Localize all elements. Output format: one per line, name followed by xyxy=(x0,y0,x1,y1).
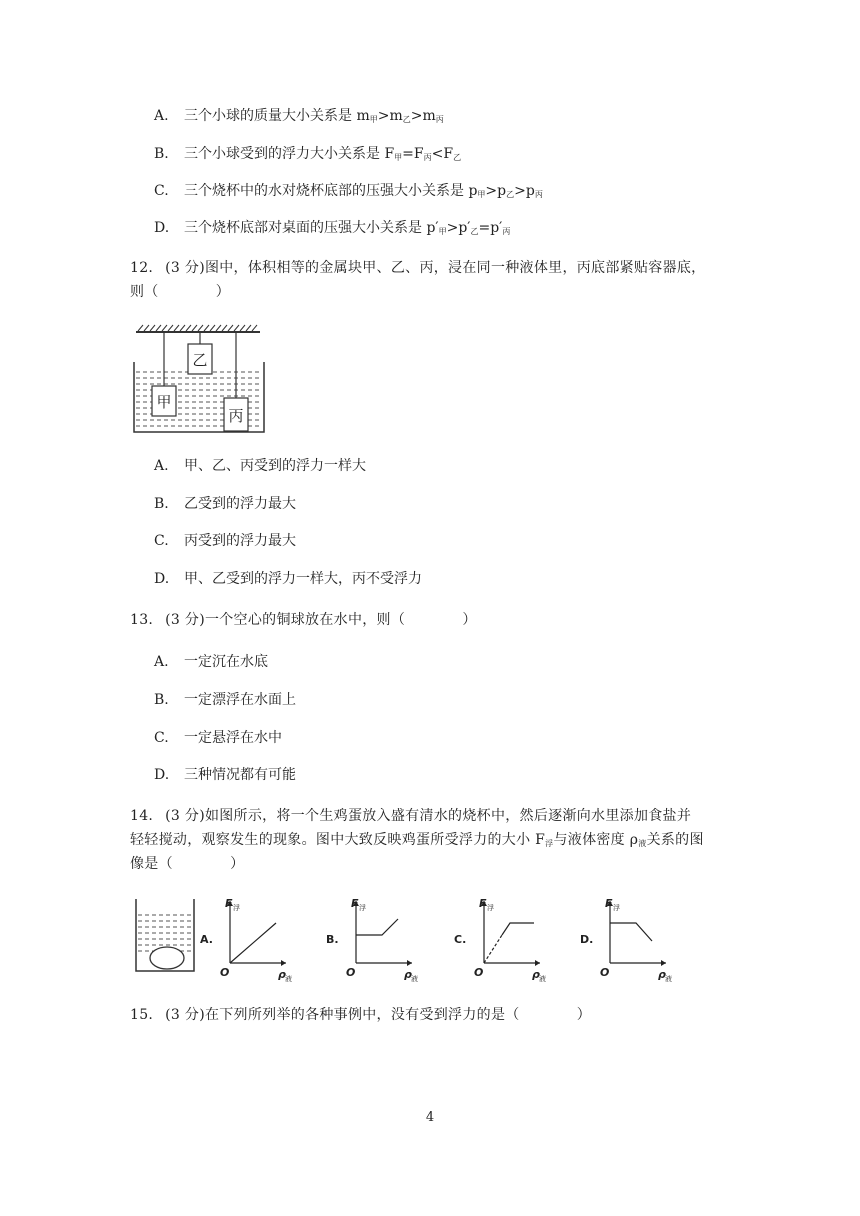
q14-stem-line3: 像是（ ） xyxy=(130,856,245,872)
y-axis-label: F xyxy=(605,897,613,910)
water-lines xyxy=(138,915,192,951)
q11-option-d-text: 三个烧杯底部对桌面的压强大小关系是 $p'_甲>p'_乙=p'_丙$ xyxy=(184,220,511,236)
y-axis-label: F xyxy=(479,897,487,910)
y-axis-sub: 浮 xyxy=(487,904,494,912)
x-axis-arrow xyxy=(535,960,540,966)
q12-option-c: C. 丙受到的浮力最大 xyxy=(154,533,296,549)
curve xyxy=(502,923,534,935)
curve xyxy=(230,923,276,963)
origin-label: O xyxy=(220,966,230,979)
x-axis-sub: 液 xyxy=(285,975,292,983)
curve xyxy=(610,923,652,941)
q12-option-d: D. 甲、乙受到的浮力一样大，丙不受浮力 xyxy=(154,571,422,587)
label-jia: 甲 xyxy=(156,393,172,411)
q12-container-figure xyxy=(130,322,270,436)
origin-label: O xyxy=(600,966,610,979)
q13-option-a: A. 一定沉在水底 xyxy=(154,654,268,670)
x-axis-sub: 液 xyxy=(539,975,546,983)
q12-option-a: A. 甲、乙、丙受到的浮力一样大 xyxy=(154,458,366,474)
origin-label: O xyxy=(346,966,356,979)
q11-option-a-text: 三个小球的质量大小关系是 $m_甲>m_乙>m_丙$ xyxy=(184,108,444,124)
q11-option-c: C. 三个烧杯中的水对烧杯底部的压强大小关系是 $p_甲>p_乙>p_丙$ xyxy=(154,183,543,199)
label-yi: 乙 xyxy=(192,351,208,369)
ceiling-hatching xyxy=(138,325,257,331)
q11-option-a: A. 三个小球的质量大小关系是 $m_甲>m_乙>m_丙$ xyxy=(154,108,444,124)
y-axis-sub: 浮 xyxy=(233,904,240,912)
q14-graph-c xyxy=(450,893,574,983)
q13-option-d: D. 三种情况都有可能 xyxy=(154,767,296,783)
graph-option-label: C. xyxy=(454,933,467,946)
x-axis-label: ρ xyxy=(658,968,666,981)
q11-option-b: B. 三个小球受到的浮力大小关系是 $F_甲=F_丙<F_乙$ xyxy=(154,146,462,162)
label-bing: 丙 xyxy=(228,407,244,425)
x-axis-arrow xyxy=(407,960,412,966)
curve-dashed xyxy=(484,935,502,963)
origin-label: O xyxy=(474,966,484,979)
q13-option-b: B. 一定漂浮在水面上 xyxy=(154,692,296,708)
graph-option-label: B. xyxy=(326,933,339,946)
q15-stem: 15. (3 分)在下列所列举的各种事例中，没有受到浮力的是（ ） xyxy=(130,1007,592,1023)
x-axis-arrow xyxy=(281,960,286,966)
egg xyxy=(150,947,184,969)
q14-graph-d xyxy=(576,893,700,983)
q11-option-d: D. 三个烧杯底部对桌面的压强大小关系是 $p'_甲>p'_乙=p'_丙$ xyxy=(154,220,511,236)
q11-option-b-text: 三个小球受到的浮力大小关系是 $F_甲=F_丙<F_乙$ xyxy=(184,146,462,162)
q13-stem: 13. (3 分)一个空心的铜球放在水中，则（ ） xyxy=(130,612,477,628)
x-axis-arrow xyxy=(661,960,666,966)
graph-option-label: D. xyxy=(580,933,594,946)
q13-option-c: C. 一定悬浮在水中 xyxy=(154,730,282,746)
x-axis-label: ρ xyxy=(404,968,412,981)
q11-option-c-text: 三个烧杯中的水对烧杯底部的压强大小关系是 $p_甲>p_乙>p_丙$ xyxy=(184,183,543,199)
curve xyxy=(356,919,398,935)
q14-stem-line2: 轻轻搅动，观察发生的现象。图中大致反映鸡蛋所受浮力的大小 $F_浮$与液体密度 $\rho_液$关系的图 xyxy=(130,832,704,848)
q14-stem: 14. (3 分)如图所示，将一个生鸡蛋放入盛有清水的烧杯中，然后逐渐向水里添加食盐并 xyxy=(130,808,692,824)
q12-stem-line2: 则（ ） xyxy=(130,284,231,300)
graph-option-label: A. xyxy=(200,933,213,946)
y-axis-sub: 浮 xyxy=(359,904,366,912)
x-axis-sub: 液 xyxy=(665,975,672,983)
y-axis-label: F xyxy=(225,897,233,910)
page-number: 4 xyxy=(425,1110,435,1125)
x-axis-label: ρ xyxy=(278,968,286,981)
x-axis-label: ρ xyxy=(532,968,540,981)
q12-stem: 12. (3 分)图中，体积相等的金属块甲、乙、丙，浸在同一种液体里，丙底部紧贴容器底， xyxy=(130,260,706,276)
q14-graph-a xyxy=(196,893,320,983)
y-axis-label: F xyxy=(351,897,359,910)
q12-option-b: B. 乙受到的浮力最大 xyxy=(154,496,296,512)
q14-beaker-egg-figure xyxy=(130,895,200,975)
y-axis-sub: 浮 xyxy=(613,904,620,912)
q14-graph-b xyxy=(322,893,446,983)
x-axis-sub: 液 xyxy=(411,975,418,983)
